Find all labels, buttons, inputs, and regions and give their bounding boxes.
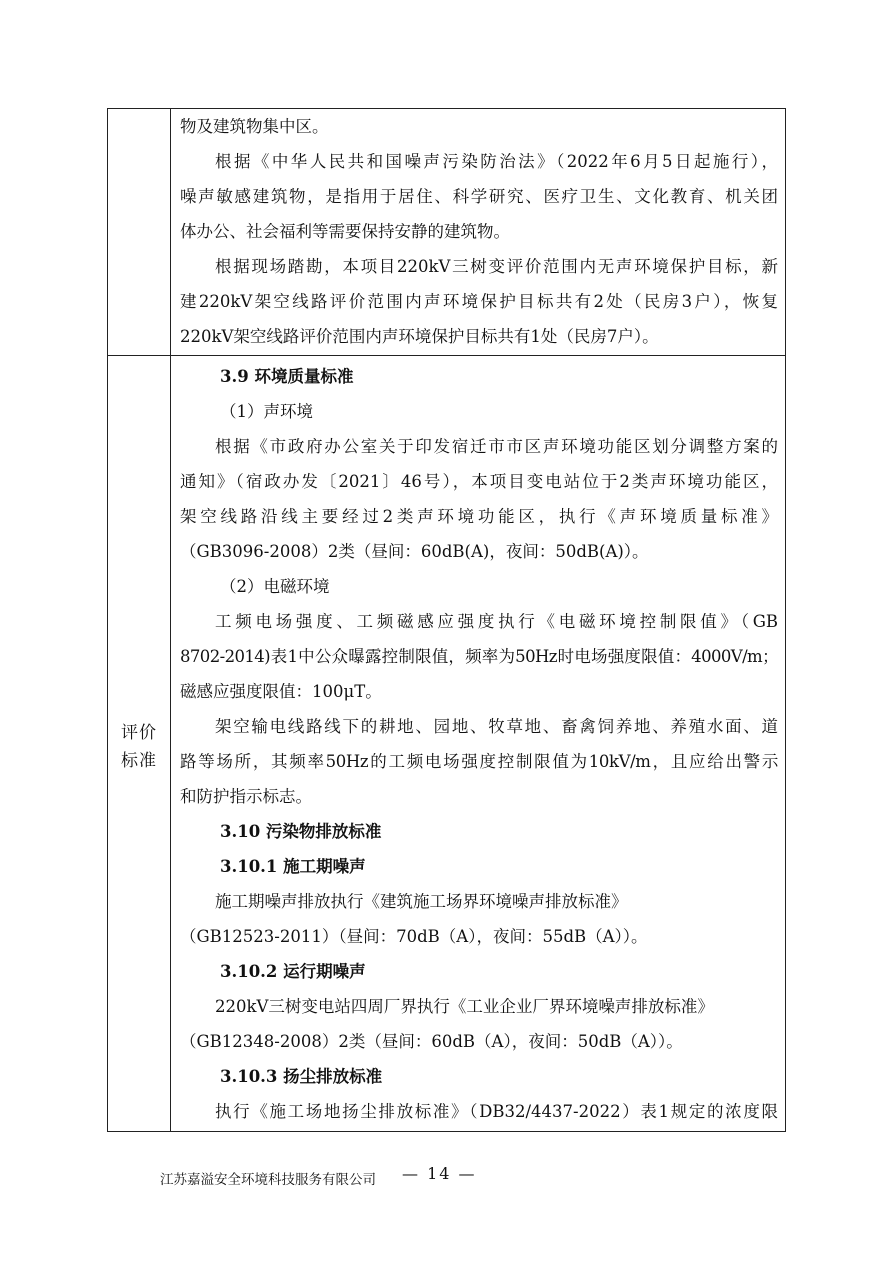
subsection-heading: （1）声环境 <box>220 402 313 421</box>
text-line: 根据《市政府办公室关于印发宿迁市市区声环境功能区划分调整方案的 <box>215 437 778 456</box>
row-label <box>108 719 170 775</box>
company-name: 江苏嘉溢安全环境科技服务有限公司 <box>160 1172 376 1188</box>
text-line: （GB12348-2008）2类（昼间：60dB（A），夜间：50dB（A））。 <box>180 1032 683 1051</box>
text-line: 通知》（宿政办发〔2021〕46号），本项目变电站位于2类声环境功能区， <box>180 472 778 491</box>
subsection-heading: 3.10.2 运行期噪声 <box>220 962 366 981</box>
column-divider <box>170 109 171 1131</box>
text-line: 根据现场踏勘，本项目220kV三树变评价范围内无声环境保护目标，新 <box>215 257 778 276</box>
text-line: 体办公、社会福利等需要保持安静的建筑物。 <box>180 222 510 241</box>
text-line: 建220kV架空线路评价范围内声环境保护目标共有2处（民房3户），恢复 <box>180 292 778 311</box>
text-line: 噪声敏感建筑物，是指用于居住、科学研究、医疗卫生、文化教育、机关团 <box>180 187 778 206</box>
section-heading: 3.9 环境质量标准 <box>220 367 354 386</box>
text-line: （GB12523-2011）（昼间：70dB（A），夜间：55dB（A））。 <box>180 927 648 946</box>
text-line: 220kV架空线路评价范围内声环境保护目标共有1处（民房7户）。 <box>180 327 659 346</box>
text-line: 和防护指示标志。 <box>180 787 312 806</box>
text-line: 架空线路沿线主要经过2类声环境功能区，执行《声环境质量标准》 <box>180 507 778 526</box>
text-line: （GB3096-2008）2类（昼间：60dB(A)，夜间：50dB(A)）。 <box>180 542 649 561</box>
text-line: 施工期噪声排放执行《建筑施工场界环境噪声排放标准》 <box>215 892 628 911</box>
text-line: 根据《中华人民共和国噪声污染防治法》（2022年6月5日起施行）， <box>215 152 778 171</box>
subsection-heading: 3.10.3 扬尘排放标准 <box>220 1067 383 1086</box>
row-divider <box>108 355 785 356</box>
text-line: 磁感应强度限值：100μT。 <box>180 682 382 701</box>
section-heading: 3.10 污染物排放标准 <box>220 822 382 841</box>
row-label-line: 评价 <box>121 723 157 743</box>
text-line: 架空输电线路线下的耕地、园地、牧草地、畜禽饲养地、养殖水面、道 <box>215 717 778 736</box>
text-line: 8702-2014)表1中公众曝露控制限值，频率为50Hz时电场强度限值：4000V/m； <box>180 647 778 666</box>
subsection-heading: 3.10.1 施工期噪声 <box>220 857 366 876</box>
text-line: 工频电场强度、工频磁感应强度执行《电磁环境控制限值》（GB <box>215 612 778 631</box>
row-label-line: 标准 <box>121 751 157 771</box>
subsection-heading: （2）电磁环境 <box>220 577 330 596</box>
text-line: 路等场所，其频率50Hz的工频电场强度控制限值为10kV/m，且应给出警示 <box>180 752 778 771</box>
page-number: — 14 — <box>402 1164 477 1183</box>
text-line: 执行《施工场地扬尘排放标准》（DB32/4437-2022）表1规定的浓度限 <box>215 1102 778 1121</box>
text-line: 物及建筑物集中区。 <box>180 117 329 136</box>
content-table <box>107 108 786 1132</box>
page-footer <box>0 1162 892 1192</box>
text-line: 220kV三树变电站四周厂界执行《工业企业厂界环境噪声排放标准》 <box>215 997 714 1016</box>
